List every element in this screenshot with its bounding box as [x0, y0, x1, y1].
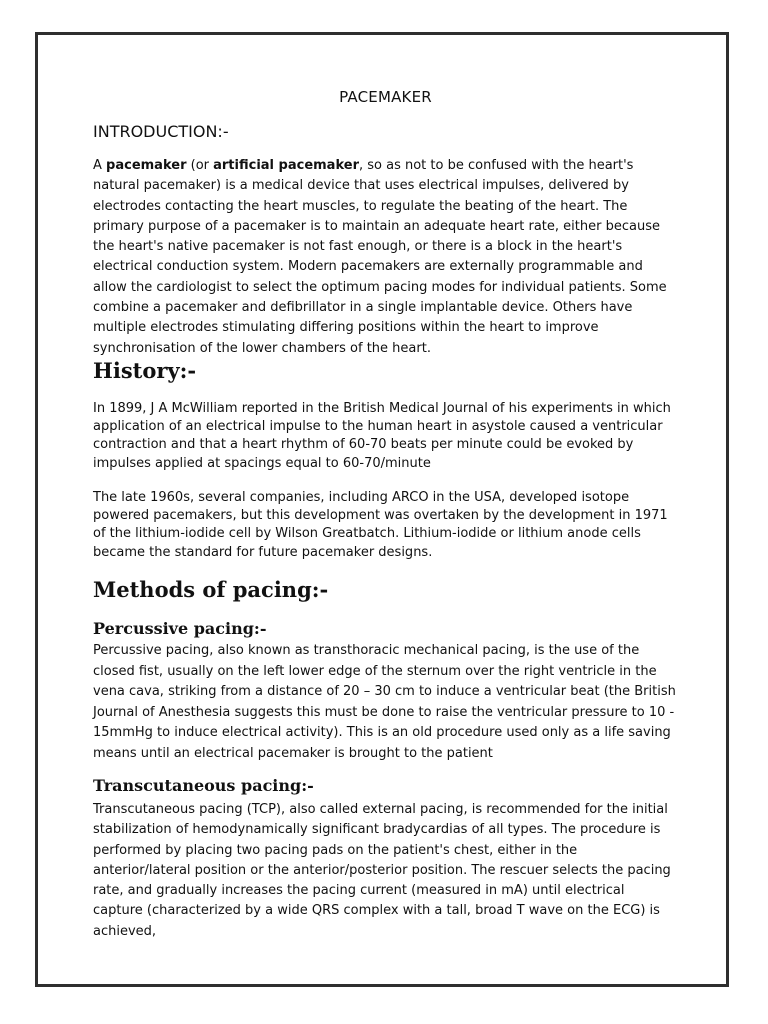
intro-lead: A: [93, 158, 107, 173]
percussive-pacing-paragraph: Percussive pacing, also known as transthoracic mechanical pacing, is the use of the closed fist, usually on the left lower edge of the sternum over the right ventricle in the vena cava, striking from a distance of 20 – 30 cm to induce a ventricular beat (the British Journal of Anesthesia suggests this must be done to raise the ventricular pressure to 10 - 15mmHg to induce electrical activity). This is an old procedure used only as a life saving means until an electrical pacemaker is brought to the patient: [93, 643, 676, 761]
history-heading: History:-: [93, 358, 197, 383]
intro-mid: (or: [186, 158, 214, 173]
history-paragraph-2: The late 1960s, several companies, including ARCO in the USA, developed isotope powered pacemakers, but this development was overtaken by the development in 1971 of the lithium-iodide cell by Wilson Greatbatch. Lithium-iodide or lithium anode cells became the standard for future pacemaker designs.: [93, 490, 668, 560]
percussive-pacing-heading: Percussive pacing:-: [93, 619, 267, 638]
introduction-heading: INTRODUCTION:-: [93, 122, 229, 141]
transcutaneous-pacing-paragraph: Transcutaneous pacing (TCP), also called external pacing, is recommended for the initial stabilization of hemodynamically significant bradycardias of all types. The procedure is performed by placing two pacing pads on the patient's chest, either in the anterior/lateral position or the anterior/posterior position. The rescuer selects the pacing rate, and gradually increases the pacing current (measured in mA) until electrical capture (characterized by a wide QRS complex with a tall, broad T wave on the ECG) is achieved,: [93, 802, 671, 939]
transcutaneous-pacing-heading: Transcutaneous pacing:-: [93, 776, 314, 795]
document-title: PACEMAKER: [339, 88, 432, 106]
history-paragraph-1: In 1899, J A McWilliam reported in the British Medical Journal of his experiments in which application of an electrical impulse to the human heart in asystole caused a ventricular contraction and that a heart rhythm of 60-70 beats per minute could be evoked by impulses applied at spacings equal to 60-70/minute: [93, 401, 671, 471]
intro-rest: , so as not to be confused with the heart's natural pacemaker) is a medical device that uses electrical impulses, delivered by electrodes contacting the heart muscles, to regulate the beating of the heart. The primary purpose of a pacemaker is to maintain an adequate heart rate, either because the heart's native pacemaker is not fast enough, or there is a block in the heart's electrical conduction system. Modern pacemakers are externally programmable and allow the cardiologist to select the optimum pacing modes for individual patients. Some combine a pacemaker and defibrillator in a single implantable device. Others have multiple electrodes stimulating differing positions within the heart to improve synchronisation of the lower chambers of the heart.: [93, 158, 667, 356]
intro-bold-artificial-pacemaker: artificial pacemaker: [213, 158, 359, 173]
methods-heading: Methods of pacing:-: [93, 577, 329, 602]
intro-bold-pacemaker: pacemaker: [106, 158, 187, 173]
introduction-paragraph: [93, 156, 678, 359]
